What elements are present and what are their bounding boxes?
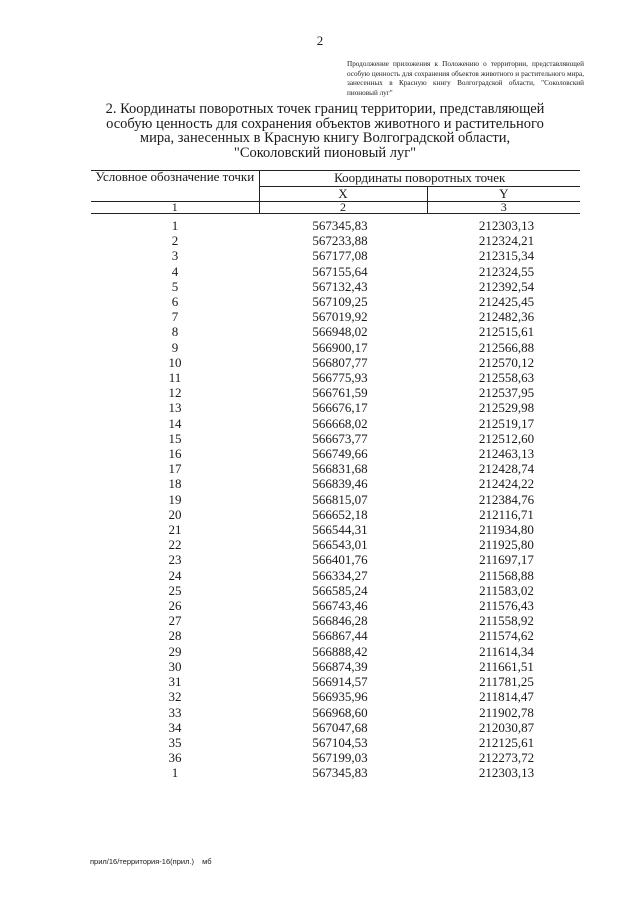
y-coordinate-cell: 211934,80	[479, 522, 534, 538]
coordinates-table	[91, 170, 580, 781]
x-coordinate-cell: 567132,43	[312, 278, 368, 294]
table-row	[91, 659, 580, 674]
x-coordinate-cell: 566585,24	[312, 582, 368, 598]
table-row	[91, 370, 580, 385]
table-row	[91, 248, 580, 263]
y-coordinate-cell: 212570,12	[478, 354, 535, 370]
table-row	[91, 492, 580, 507]
point-number-cell: 2	[171, 233, 179, 249]
point-number-cell: 35	[168, 734, 182, 750]
y-coordinate-cell: 212315,34	[478, 248, 535, 264]
x-coordinate-cell: 567345,83	[312, 218, 368, 233]
table-row	[91, 476, 580, 491]
point-number-cell: 23	[168, 552, 182, 568]
y-coordinate-cell: 211781,25	[479, 674, 534, 690]
point-number-cell: 11	[168, 370, 182, 386]
point-number-cell: 36	[168, 750, 182, 766]
footer-file-reference: прил/16/территория-16(прил.)	[90, 857, 195, 866]
y-coordinate-cell: 212324,55	[478, 263, 535, 279]
point-number-cell: 34	[168, 719, 182, 735]
point-number-cell: 19	[168, 491, 182, 507]
point-number-cell: 22	[168, 537, 182, 553]
header-y: Y	[499, 185, 509, 201]
y-coordinate-cell: 211568,88	[479, 567, 534, 583]
table-row	[91, 340, 580, 355]
x-coordinate-cell: 566334,27	[312, 567, 368, 583]
point-number-cell: 28	[168, 628, 182, 644]
x-coordinate-cell: 567109,25	[312, 294, 368, 310]
point-number-cell: 32	[168, 689, 182, 705]
point-number-cell: 31	[168, 674, 182, 690]
point-number-cell: 27	[168, 613, 182, 629]
x-coordinate-cell: 566673,77	[312, 430, 368, 446]
table-row	[91, 674, 580, 689]
table-row	[91, 720, 580, 735]
table-row	[91, 309, 580, 324]
point-number-cell: 4	[171, 263, 179, 279]
y-coordinate-cell: 212273,72	[478, 750, 535, 766]
x-coordinate-cell: 566914,57	[312, 674, 368, 690]
point-number-cell: 5	[171, 278, 179, 294]
y-coordinate-cell: 212425,45	[478, 294, 535, 310]
table-row	[91, 400, 580, 415]
footer	[90, 857, 212, 866]
x-coordinate-cell: 567019,92	[312, 309, 368, 325]
y-coordinate-cell: 211558,92	[479, 613, 534, 629]
table-body	[91, 218, 580, 781]
table-row	[91, 218, 580, 233]
x-coordinate-cell: 567177,08	[312, 248, 368, 264]
y-coordinate-cell: 212558,63	[478, 370, 535, 386]
point-number-cell: 18	[168, 476, 182, 492]
table-row	[91, 705, 580, 720]
table-row	[91, 537, 580, 552]
x-coordinate-cell: 566846,28	[312, 613, 368, 629]
table-row	[91, 568, 580, 583]
x-coordinate-cell: 566761,59	[312, 385, 368, 401]
x-coordinate-cell: 567104,53	[312, 734, 368, 750]
table-row	[91, 446, 580, 461]
y-coordinate-cell: 212519,17	[478, 415, 535, 431]
table-row	[91, 628, 580, 643]
point-number-cell: 12	[168, 385, 182, 401]
y-coordinate-cell: 211661,51	[479, 658, 534, 674]
table-header	[91, 171, 580, 219]
y-coordinate-cell: 211614,34	[479, 643, 534, 659]
y-coordinate-cell: 212428,74	[478, 461, 535, 477]
column-number: 1	[91, 202, 259, 214]
table-row	[91, 416, 580, 431]
point-number-cell: 21	[168, 522, 182, 538]
point-number-cell: 10	[168, 354, 182, 370]
x-coordinate-cell: 566867,44	[312, 628, 368, 644]
title-line: мира, занесенных в Красную книгу Волгоградской области,	[139, 130, 511, 146]
x-coordinate-cell: 566935,96	[312, 689, 368, 705]
y-coordinate-cell: 212303,13	[478, 765, 535, 781]
y-coordinate-cell: 211574,62	[479, 628, 534, 644]
point-number-cell: 8	[171, 324, 179, 340]
x-coordinate-cell: 567047,68	[312, 719, 368, 735]
footer-initials: мб	[202, 857, 212, 866]
point-number-cell: 6	[171, 294, 179, 310]
x-coordinate-cell: 567345,83	[312, 765, 368, 781]
point-number-cell: 30	[168, 658, 182, 674]
x-coordinate-cell: 566839,46	[312, 476, 368, 492]
column-number-row	[91, 202, 580, 214]
y-coordinate-cell: 212392,54	[478, 278, 535, 294]
point-number-cell: 17	[168, 461, 182, 477]
y-coordinate-cell: 211583,02	[479, 582, 534, 598]
point-number-cell: 16	[168, 446, 182, 462]
table-row	[91, 294, 580, 309]
table-row	[91, 385, 580, 400]
table-row	[91, 644, 580, 659]
title-line: особую ценность для сохранения объектов животного и растительного	[106, 115, 544, 132]
y-coordinate-cell: 212566,88	[478, 339, 535, 355]
table-row	[91, 765, 580, 780]
x-coordinate-cell: 566831,68	[312, 461, 368, 477]
point-number-cell: 26	[168, 598, 182, 614]
point-number-cell: 15	[168, 430, 182, 446]
x-coordinate-cell: 566775,93	[312, 370, 368, 386]
column-number: 2	[259, 202, 427, 214]
point-number-cell: 33	[168, 704, 182, 720]
y-coordinate-cell: 212424,22	[478, 476, 535, 492]
y-coordinate-cell: 211925,80	[479, 537, 534, 553]
header-point-designation: Условное обозначение точки	[91, 171, 259, 202]
x-coordinate-cell: 567155,64	[312, 263, 368, 279]
table-row	[91, 583, 580, 598]
table-row	[91, 279, 580, 294]
y-coordinate-cell: 212303,13	[478, 218, 535, 233]
point-number-cell: 7	[171, 309, 179, 325]
point-number-cell: 1	[171, 765, 179, 781]
x-coordinate-cell: 566652,18	[312, 506, 368, 522]
point-number-cell: 3	[171, 248, 179, 264]
x-coordinate-cell: 566401,76	[312, 552, 368, 568]
table-row	[91, 507, 580, 522]
y-coordinate-cell: 212482,36	[478, 309, 535, 325]
table-row	[91, 552, 580, 567]
title-line: 2. Координаты поворотных точек границ территории, представляющей	[105, 101, 545, 117]
x-coordinate-cell: 566743,46	[312, 598, 368, 614]
title-line: "Соколовский пионовый луг"	[233, 144, 417, 161]
point-number-cell: 9	[171, 339, 179, 355]
point-number-cell: 25	[168, 582, 182, 598]
y-coordinate-cell: 211814,47	[479, 689, 534, 705]
y-coordinate-cell: 211697,17	[479, 552, 534, 568]
y-coordinate-cell: 212030,87	[478, 719, 535, 735]
x-coordinate-cell: 566544,31	[312, 522, 368, 538]
y-coordinate-cell: 212116,71	[479, 506, 534, 522]
y-coordinate-cell: 212515,61	[478, 324, 535, 340]
point-number-cell: 20	[168, 506, 182, 522]
header-x: X	[259, 186, 427, 202]
page-number: 2	[316, 33, 324, 48]
x-coordinate-cell: 566888,42	[312, 643, 368, 659]
x-coordinate-cell: 566807,77	[312, 354, 368, 370]
x-coordinate-cell: 566900,17	[312, 339, 368, 355]
document-title	[90, 102, 560, 160]
point-number-cell: 24	[168, 567, 182, 583]
x-coordinate-cell: 566815,07	[312, 491, 368, 507]
table-row	[91, 431, 580, 446]
x-coordinate-cell: 566676,17	[312, 400, 368, 416]
table-row	[91, 598, 580, 613]
x-coordinate-cell: 566668,02	[312, 415, 368, 431]
table-row	[91, 233, 580, 248]
table-row	[91, 735, 580, 750]
y-coordinate-cell: 212512,60	[478, 430, 535, 446]
x-coordinate-cell: 567199,03	[312, 750, 368, 766]
x-coordinate-cell: 566749,66	[312, 446, 368, 462]
table-row	[91, 264, 580, 279]
y-coordinate-cell: 212529,98	[478, 400, 535, 416]
column-number: 3	[427, 202, 580, 214]
header-coordinates: Координаты поворотных точек	[259, 171, 580, 187]
table-row	[91, 750, 580, 765]
y-coordinate-cell: 212384,76	[478, 491, 535, 507]
point-number-cell: 29	[168, 643, 182, 659]
y-coordinate-cell: 212125,61	[478, 734, 535, 750]
table-row	[91, 522, 580, 537]
table-row	[91, 613, 580, 628]
x-coordinate-cell: 566543,01	[312, 537, 368, 553]
x-coordinate-cell: 566968,60	[312, 704, 368, 720]
x-coordinate-cell: 566948,02	[312, 324, 368, 340]
y-coordinate-cell: 212324,21	[478, 233, 535, 249]
x-coordinate-cell: 567233,88	[312, 233, 368, 249]
x-coordinate-cell: 566874,39	[312, 658, 368, 674]
table-row	[91, 461, 580, 476]
point-number-cell: 14	[168, 415, 182, 431]
table-row	[91, 689, 580, 704]
appendix-note: Продолжение приложения к Положению о территории, представляющей особую ценность для сохранения объектов животного и растительного мира, занесенных в Красную книгу Волгоградской области, "Соколовский пионовый луг"	[347, 60, 584, 97]
table-row	[91, 355, 580, 370]
y-coordinate-cell: 211902,78	[479, 704, 534, 720]
point-number-cell: 1	[171, 218, 179, 233]
y-coordinate-cell: 212463,13	[478, 446, 535, 462]
point-number-cell: 13	[168, 400, 182, 416]
y-coordinate-cell: 211576,43	[479, 598, 534, 614]
table-row	[91, 324, 580, 339]
y-coordinate-cell: 212537,95	[478, 385, 535, 401]
